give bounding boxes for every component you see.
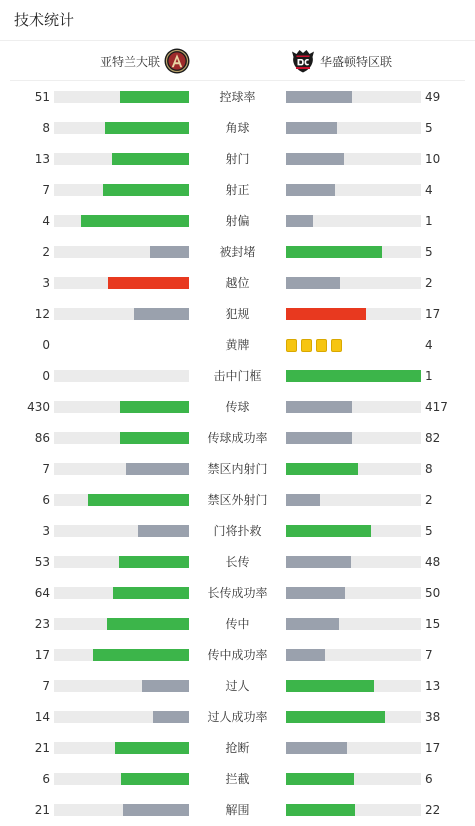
away-value: 15 (425, 617, 441, 631)
away-value: 13 (425, 679, 441, 693)
away-value: 5 (425, 121, 433, 135)
home-value: 21 (34, 803, 50, 817)
away-value: 5 (425, 524, 433, 538)
away-bar-fill (286, 308, 366, 320)
away-bar-track (286, 742, 421, 754)
stat-row (0, 795, 475, 826)
away-bar-fill (286, 649, 325, 661)
home-bar-fill (105, 122, 189, 134)
home-value: 12 (34, 307, 50, 321)
stat-label: 射门 (225, 152, 250, 166)
stat-row (0, 113, 475, 144)
away-value: 5 (425, 245, 433, 259)
away-value: 17 (425, 741, 441, 755)
yellow-card-icon (331, 339, 342, 352)
away-bar-fill (286, 370, 421, 382)
away-value: 2 (425, 493, 433, 507)
home-value: 430 (27, 400, 50, 414)
home-bar-track (54, 742, 189, 754)
home-value: 53 (34, 555, 50, 569)
away-bar-track (286, 370, 421, 382)
stat-label: 越位 (225, 276, 250, 290)
away-bar-fill (286, 432, 352, 444)
home-bar-fill (120, 401, 189, 413)
home-value: 3 (42, 276, 50, 290)
home-bar-fill (138, 525, 189, 537)
away-bar-track (286, 184, 421, 196)
stat-row (0, 268, 475, 299)
home-bar-fill (153, 711, 189, 723)
stat-row (0, 702, 475, 733)
stat-label: 过人成功率 (207, 710, 268, 724)
away-value: 82 (425, 431, 441, 445)
home-bar-fill (123, 804, 189, 816)
stat-row (0, 206, 475, 237)
home-bar-track (54, 680, 189, 692)
away-bar-track (286, 618, 421, 630)
home-bar-track (54, 525, 189, 537)
home-bar-track (54, 432, 189, 444)
away-bar-fill (286, 494, 320, 506)
dc-united-crest-icon (290, 48, 316, 74)
stat-label: 传中成功率 (207, 648, 268, 662)
stat-label: 传中 (225, 617, 250, 631)
away-bar-track (286, 91, 421, 103)
home-value: 8 (42, 121, 50, 135)
home-bar-track (54, 463, 189, 475)
home-bar-fill (121, 773, 189, 785)
away-bar-track (286, 525, 421, 537)
stat-row (0, 485, 475, 516)
stat-row (0, 454, 475, 485)
away-bar-track (286, 494, 421, 506)
home-bar-track (54, 711, 189, 723)
away-bar-fill (286, 184, 335, 196)
stat-label: 禁区内射门 (207, 462, 268, 476)
away-value: 8 (425, 462, 433, 476)
stat-row (0, 361, 475, 392)
home-bar-track (54, 649, 189, 661)
home-value: 14 (34, 710, 50, 724)
home-bar-track (54, 246, 189, 258)
home-value: 51 (34, 90, 50, 104)
stat-row (0, 578, 475, 609)
home-bar-track (54, 587, 189, 599)
stat-label: 传球成功率 (207, 431, 268, 445)
home-bar-fill (142, 680, 189, 692)
away-bar-track (286, 432, 421, 444)
home-bar-fill (150, 246, 189, 258)
away-team[interactable] (290, 41, 392, 81)
away-value: 38 (425, 710, 441, 724)
page-title: 技术统计 (14, 11, 75, 29)
home-value: 17 (34, 648, 50, 662)
home-bar-track (54, 91, 189, 103)
home-bar-track (54, 153, 189, 165)
home-value: 6 (42, 772, 50, 786)
home-bar-fill (93, 649, 189, 661)
away-bar-track (286, 122, 421, 134)
home-bar-track (54, 215, 189, 227)
home-value: 0 (42, 369, 50, 383)
home-team-name: 亚特兰大联 (99, 54, 160, 69)
stat-label: 射正 (225, 183, 250, 197)
home-bar-fill (119, 556, 189, 568)
away-value: 6 (425, 772, 433, 786)
home-bar-track (54, 277, 189, 289)
stat-row (0, 423, 475, 454)
away-value: 7 (425, 648, 433, 662)
stat-label: 传球 (225, 400, 250, 414)
away-bar-track (286, 773, 421, 785)
away-bar-fill (286, 153, 344, 165)
home-bar-track (54, 401, 189, 413)
away-value: 17 (425, 307, 441, 321)
stat-row (0, 547, 475, 578)
away-bar-fill (286, 525, 371, 537)
home-value: 64 (34, 586, 50, 600)
home-bar-fill (112, 153, 189, 165)
home-bar-fill (81, 215, 189, 227)
away-yellow-cards (286, 339, 346, 352)
home-bar-fill (120, 432, 189, 444)
away-bar-track (286, 277, 421, 289)
stat-row (0, 516, 475, 547)
away-bar-track (286, 587, 421, 599)
stat-row (0, 175, 475, 206)
stat-label: 长传成功率 (207, 586, 268, 600)
away-value: 2 (425, 276, 433, 290)
away-bar-fill (286, 556, 351, 568)
stat-label: 门将扑救 (213, 524, 262, 538)
stat-label: 射偏 (225, 214, 250, 228)
stat-row (0, 392, 475, 423)
home-value: 86 (34, 431, 50, 445)
away-bar-fill (286, 122, 337, 134)
away-bar-fill (286, 246, 382, 258)
home-bar-fill (126, 463, 189, 475)
home-value: 2 (42, 245, 50, 259)
away-bar-fill (286, 91, 352, 103)
stat-label: 角球 (225, 121, 250, 135)
away-value: 4 (425, 338, 433, 352)
away-value: 22 (425, 803, 441, 817)
home-value: 3 (42, 524, 50, 538)
stat-row (0, 609, 475, 640)
stat-row (0, 733, 475, 764)
yellow-card-icon (286, 339, 297, 352)
away-bar-fill (286, 215, 313, 227)
home-bar-fill (134, 308, 189, 320)
home-value: 0 (42, 338, 50, 352)
stat-row (0, 144, 475, 175)
stat-label: 禁区外射门 (207, 493, 268, 507)
home-bar-fill (107, 618, 189, 630)
away-bar-track (286, 804, 421, 816)
stat-label: 过人 (225, 679, 250, 693)
away-bar-track (286, 246, 421, 258)
stat-row (0, 671, 475, 702)
stat-label: 犯规 (225, 307, 250, 321)
stat-label: 黄牌 (225, 338, 250, 352)
away-value: 1 (425, 214, 433, 228)
home-bar-fill (103, 184, 189, 196)
away-team-name: 华盛顿特区联 (320, 54, 393, 69)
away-bar-fill (286, 804, 355, 816)
away-bar-track (286, 711, 421, 723)
away-bar-fill (286, 587, 345, 599)
stat-label: 拦截 (225, 772, 250, 786)
away-bar-track (286, 680, 421, 692)
stat-label: 控球率 (219, 90, 256, 104)
away-bar-fill (286, 463, 358, 475)
home-value: 7 (42, 679, 50, 693)
yellow-card-icon (301, 339, 312, 352)
home-value: 4 (42, 214, 50, 228)
away-value: 1 (425, 369, 433, 383)
home-bar-track (54, 556, 189, 568)
stat-label: 击中门框 (213, 369, 262, 383)
away-bar-fill (286, 277, 340, 289)
away-value: 48 (425, 555, 441, 569)
stat-label: 被封堵 (219, 245, 256, 259)
away-bar-fill (286, 711, 385, 723)
stat-label: 解围 (225, 803, 250, 817)
home-bar-track (54, 494, 189, 506)
stat-row (0, 237, 475, 268)
away-bar-fill (286, 680, 374, 692)
away-bar-track (286, 463, 421, 475)
away-bar-fill (286, 618, 339, 630)
home-value: 13 (34, 152, 50, 166)
home-team[interactable] (100, 41, 190, 81)
home-value: 7 (42, 183, 50, 197)
stat-row (0, 330, 475, 361)
stat-label: 长传 (225, 555, 250, 569)
stat-row (0, 82, 475, 113)
away-value: 49 (425, 90, 441, 104)
away-bar-track (286, 649, 421, 661)
away-value: 4 (425, 183, 433, 197)
home-bar-track (54, 370, 189, 382)
home-bar-fill (113, 587, 189, 599)
home-bar-fill (120, 91, 189, 103)
stats-list (0, 82, 475, 826)
away-bar-track (286, 308, 421, 320)
home-bar-track (54, 773, 189, 785)
stat-row (0, 299, 475, 330)
home-bar-fill (108, 277, 189, 289)
home-bar-track (54, 804, 189, 816)
home-bar-track (54, 618, 189, 630)
away-bar-track (286, 556, 421, 568)
away-bar-fill (286, 742, 347, 754)
home-bar-track (54, 122, 189, 134)
away-bar-track (286, 401, 421, 413)
teams-header (10, 41, 465, 81)
yellow-card-icon (316, 339, 327, 352)
home-value: 7 (42, 462, 50, 476)
stat-row (0, 640, 475, 671)
stat-row (0, 764, 475, 795)
away-value: 10 (425, 152, 441, 166)
atlanta-united-crest-icon (164, 48, 190, 74)
home-bar-fill (115, 742, 189, 754)
away-bar-fill (286, 401, 352, 413)
home-value: 23 (34, 617, 50, 631)
away-bar-track (286, 153, 421, 165)
home-bar-track (54, 184, 189, 196)
stat-label: 抢断 (225, 741, 250, 755)
home-bar-track (54, 308, 189, 320)
home-value: 6 (42, 493, 50, 507)
away-value: 50 (425, 586, 441, 600)
home-bar-fill (88, 494, 189, 506)
home-value: 21 (34, 741, 50, 755)
away-value: 417 (425, 400, 448, 414)
away-bar-fill (286, 773, 354, 785)
away-bar-track (286, 215, 421, 227)
